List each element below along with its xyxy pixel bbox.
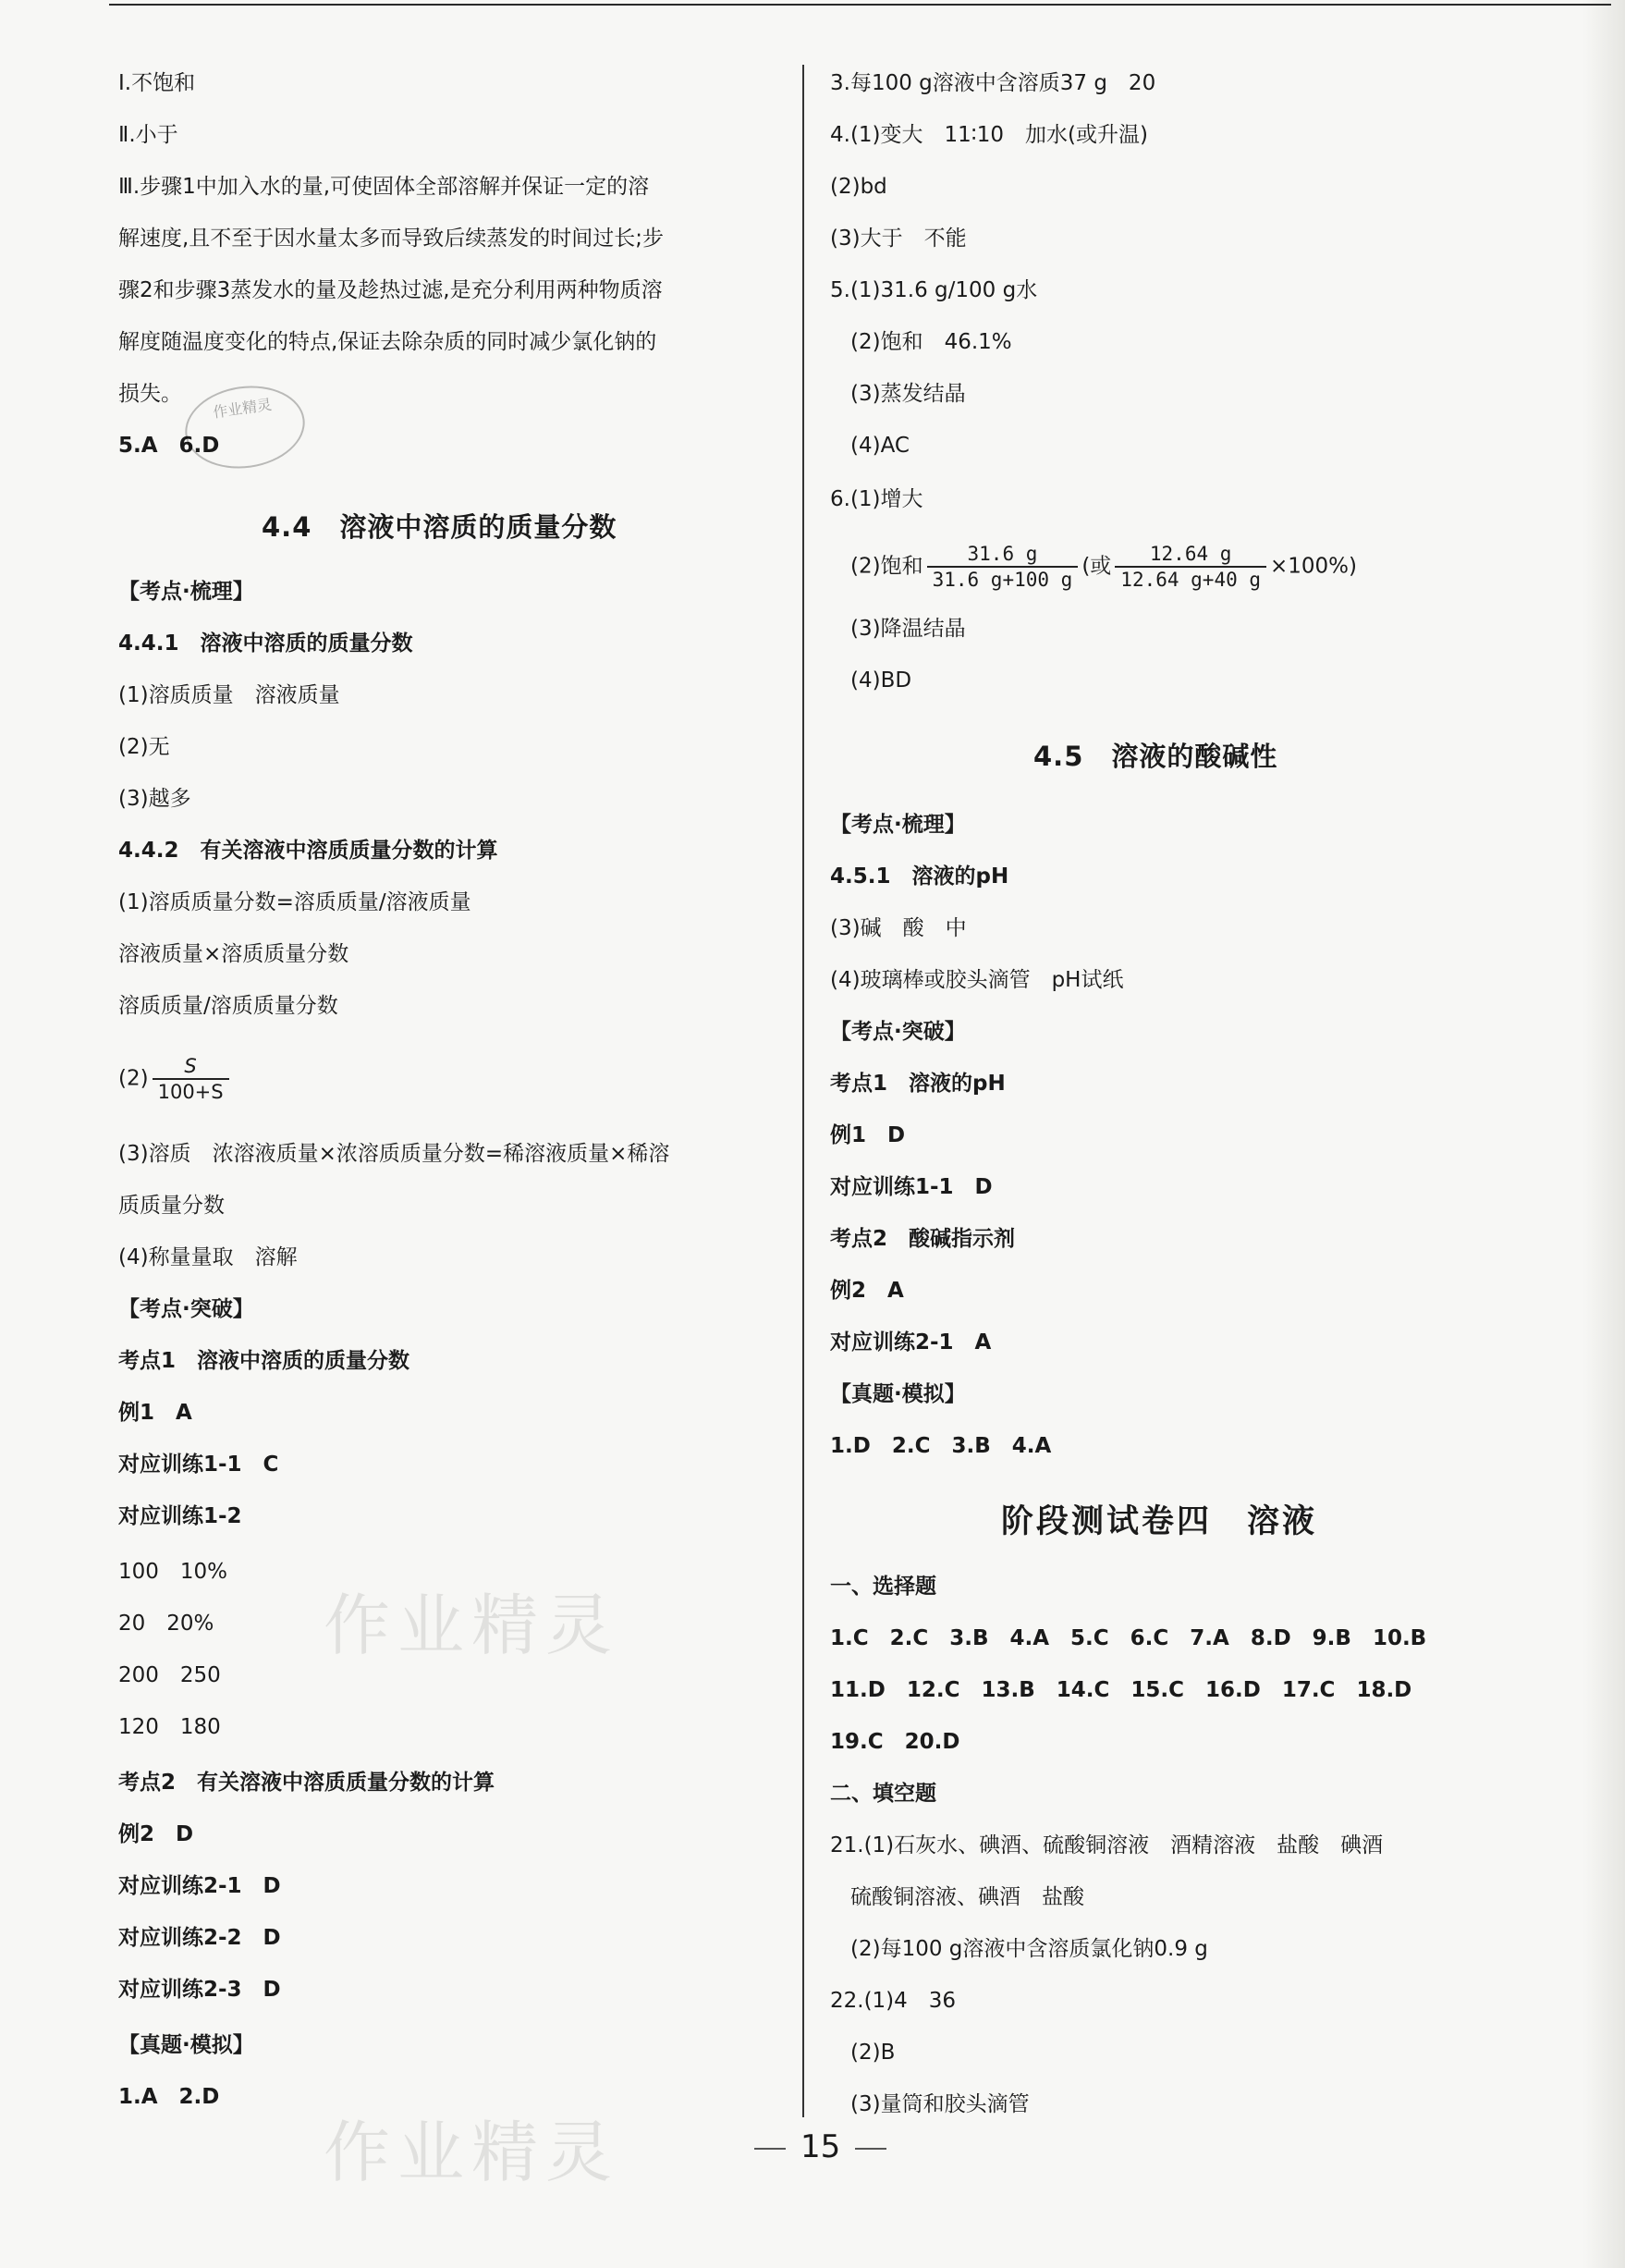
page-number [739, 2128, 887, 2165]
answer-line: 对应训练2-2 D [118, 1926, 281, 1950]
answer-line: (3)量筒和胶头滴管 [850, 2092, 1030, 2116]
answer-line: (3)大于 不能 [830, 227, 967, 251]
dash-left [754, 2148, 786, 2150]
column-divider [802, 65, 804, 2117]
stamp-watermark: 作业精灵 [180, 378, 311, 475]
section-title-4-4: 4.4 溶液中溶质的质量分数 [262, 511, 617, 543]
test-title: 阶段测试卷四 溶液 [1001, 1502, 1318, 1540]
answer-line: 1.D 2.C 3.B 4.A [830, 1434, 1052, 1458]
answer-line: (4)AC [850, 434, 910, 458]
formula-suffix: ×100%) [1270, 554, 1358, 579]
answer-line: 对应训练2-1 A [830, 1330, 992, 1355]
answer-line: 对应训练1-2 [118, 1504, 242, 1528]
answer-line: (4)玻璃棒或胶头滴管 pH试纸 [830, 968, 1124, 992]
answer-line: 质质量分数 [118, 1194, 225, 1218]
formula-line [850, 542, 1357, 592]
subheading: 【真题·模拟】 [118, 2033, 254, 2057]
answer-line: 溶质质量/溶质质量分数 [118, 994, 338, 1018]
watermark: 作业精灵 [324, 2114, 620, 2191]
subheading: 4.4.1 溶液中溶质的质量分数 [118, 631, 413, 656]
page-edge-shadow [1582, 0, 1625, 2268]
answer-line: 对应训练1-1 C [118, 1453, 279, 1477]
subheading: 4.5.1 溶液的pH [830, 864, 1009, 889]
answer-line: 21.(1)石灰水、碘酒、硫酸铜溶液 酒精溶液 盐酸 碘酒 [830, 1833, 1384, 1857]
answer-line: 100 10% [118, 1560, 228, 1584]
subheading: 一、选择题 [830, 1575, 936, 1599]
answer-line: 溶液质量×溶质质量分数 [118, 942, 349, 966]
answer-line: Ⅱ.小于 [118, 123, 178, 147]
subheading: 4.4.2 有关溶液中溶质质量分数的计算 [118, 839, 498, 863]
fraction-denominator: 100+S [157, 1081, 224, 1103]
answer-line: 例1 D [830, 1123, 906, 1147]
answer-line: (3)降温结晶 [850, 617, 966, 641]
subheading: 【考点·梳理】 [830, 813, 966, 837]
subheading: 考点1 溶液的pH [830, 1072, 1006, 1096]
answer-line: (4)称量量取 溶解 [118, 1245, 298, 1269]
answer-line: (3)越多 [118, 787, 191, 811]
fraction-numerator: S [153, 1054, 229, 1080]
answer-line: 例2 A [830, 1279, 904, 1303]
answer-line: 19.C 20.D [830, 1730, 960, 1754]
fraction [927, 542, 1079, 592]
answer-line: 5.(1)31.6 g/100 g水 [830, 278, 1038, 302]
answer-line: 22.(1)4 36 [830, 1989, 957, 2013]
answer-line: 5.A 6.D [118, 434, 220, 458]
answer-line: (3)溶质 浓溶液质量×浓溶质质量分数=稀溶液质量×稀溶 [118, 1142, 670, 1166]
answer-line: (2)bd [830, 175, 887, 199]
answer-line: 例2 D [118, 1822, 194, 1846]
page-number-text: 15 [800, 2128, 841, 2165]
subheading: 考点2 酸碱指示剂 [830, 1227, 1016, 1251]
answer-line: (2)饱和 46.1% [850, 330, 1012, 354]
answer-line: 骤2和步骤3蒸发水的量及趁热过滤,是充分利用两种物质溶 [118, 278, 663, 302]
answer-line: (2)每100 g溶液中含溶质氯化钠0.9 g [850, 1937, 1208, 1961]
section-title-4-5: 4.5 溶液的酸碱性 [1033, 741, 1278, 772]
dash-right [855, 2148, 886, 2150]
subheading: 【考点·梳理】 [118, 580, 254, 604]
answer-line: 1.C 2.C 3.B 4.A 5.C 6.C 7.A 8.D 9.B 10.B [830, 1626, 1427, 1650]
answer-line: 1.A 2.D [118, 2085, 220, 2109]
answer-line: 120 180 [118, 1715, 221, 1739]
answer-line: (2)B [850, 2041, 896, 2065]
answer-line: 解度随温度变化的特点,保证去除杂质的同时减少氯化钠的 [118, 330, 657, 354]
answer-line: (1)溶质质量 溶液质量 [118, 683, 340, 707]
answer-line: 11.D 12.C 13.B 14.C 15.C 16.D 17.C 18.D [830, 1678, 1412, 1702]
subheading: 【考点·突破】 [118, 1297, 254, 1321]
answer-line: 损失。 [118, 382, 182, 406]
fraction-denominator: 31.6 g+100 g [932, 569, 1073, 591]
subheading: 考点2 有关溶液中溶质质量分数的计算 [118, 1771, 495, 1795]
answer-line: (3)碱 酸 中 [830, 916, 967, 940]
answer-line: (3)蒸发结晶 [850, 382, 966, 406]
answer-line: 6.(1)增大 [830, 487, 923, 511]
top-rule [109, 4, 1611, 6]
answer-line: 对应训练2-1 D [118, 1874, 281, 1898]
answer-line: 解速度,且不至于因水量太多而导致后续蒸发的时间过长;步 [118, 227, 665, 251]
answer-line: (1)溶质质量分数=溶质质量/溶液质量 [118, 890, 471, 914]
watermark: 作业精灵 [324, 1587, 620, 1664]
answer-line: 200 250 [118, 1663, 221, 1687]
formula-prefix: (2)饱和 [850, 554, 923, 579]
answer-line: 硫酸铜溶液、碘酒 盐酸 [850, 1885, 1084, 1909]
fraction-prefix: (2) [118, 1066, 149, 1091]
answer-line: (4)BD [850, 668, 912, 693]
fraction-numerator: 12.64 g [1115, 542, 1266, 568]
formula-mid: (或 [1081, 554, 1112, 579]
answer-line: 例1 A [118, 1401, 192, 1425]
answer-line: 4.(1)变大 11∶10 加水(或升温) [830, 123, 1148, 147]
answer-line: Ⅰ.不饱和 [118, 71, 196, 95]
fraction-numerator: 31.6 g [927, 542, 1079, 568]
answer-line: 对应训练2-3 D [118, 1978, 281, 2002]
subheading: 考点1 溶液中溶质的质量分数 [118, 1349, 410, 1373]
answer-line: Ⅲ.步骤1中加入水的量,可使固体全部溶解并保证一定的溶 [118, 175, 650, 199]
answer-line: (2)无 [118, 735, 170, 759]
subheading: 【考点·突破】 [830, 1020, 966, 1044]
subheading: 【真题·模拟】 [830, 1382, 966, 1406]
subheading: 二、填空题 [830, 1782, 936, 1806]
fraction-denominator: 12.64 g+40 g [1120, 569, 1262, 591]
answer-line: 对应训练1-1 D [830, 1175, 993, 1199]
fraction-answer [118, 1054, 233, 1104]
answer-line: 20 20% [118, 1612, 214, 1636]
answer-line: 3.每100 g溶液中含溶质37 g 20 [830, 71, 1156, 95]
fraction [1115, 542, 1266, 592]
fraction [153, 1054, 229, 1104]
